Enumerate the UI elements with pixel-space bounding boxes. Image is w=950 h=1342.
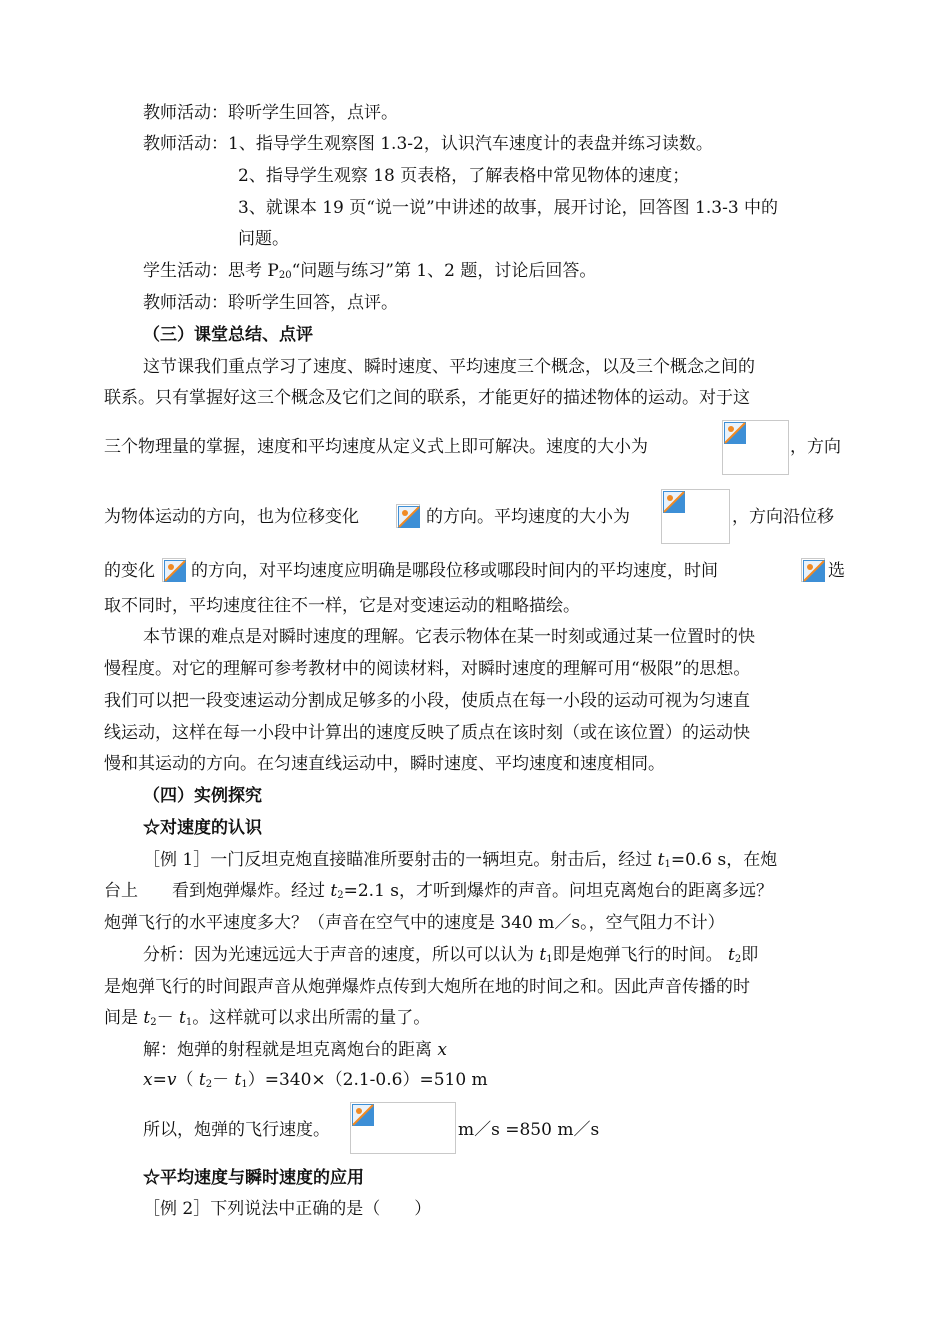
text: ［例 1］一门反坦克炮直接瞄准所要射击的一辆坦克。射击后，经过 <box>143 850 658 870</box>
paragraph-line: 取不同时，平均速度往往不一样，它是对变速运动的粗略描绘。 <box>104 596 580 616</box>
text: =2.1 s，才听到爆炸的声音。问坦克离炮台的距离多远？ <box>343 881 774 901</box>
variable-t: t <box>198 1070 206 1090</box>
subheading-average-instant: ☆平均速度与瞬时速度的应用 <box>143 1168 364 1188</box>
subscript: 2 <box>734 954 742 965</box>
text: = <box>152 1070 167 1090</box>
line-teacher-activity-3: 教师活动：聆听学生回答，点评。 <box>143 293 398 313</box>
paragraph-line: ，方向 <box>790 437 841 457</box>
text: 即 <box>741 945 759 965</box>
text: （ <box>176 1070 199 1090</box>
paragraph-line: 本节课的难点是对瞬时速度的理解。它表示物体在某一时刻或通过某一位置时的快 <box>143 627 755 647</box>
subscript: 1 <box>546 954 553 965</box>
variable-t: t <box>179 1008 186 1028</box>
paragraph-line: 我们可以把一段变速运动分割成足够多的小段，使质点在每一小段的运动可视为匀速直 <box>104 691 750 711</box>
paragraph-line: 这节课我们重点学习了速度、瞬时速度、平均速度三个概念，以及三个概念之间的 <box>143 357 755 377</box>
line-activity-item-3: 3、就课本 19 页“说一说”中讲述的故事，展开讨论，回答图 1.3-3 中的 <box>238 198 779 218</box>
variable-t: t <box>657 850 665 870</box>
paragraph-line: 联系。只有掌握好这三个概念及它们之间的联系，才能更好的描述物体的运动。对于这 <box>104 388 750 408</box>
variable-x: x <box>437 1040 447 1060</box>
analysis-line <box>104 1006 430 1030</box>
paragraph-line: 的方向。平均速度的大小为 <box>426 507 630 527</box>
paragraph-line: 选 <box>828 561 845 581</box>
paragraph-line: 为物体运动的方向，也为位移变化 <box>104 507 359 527</box>
text: 间是 <box>104 1008 144 1028</box>
section-heading-examples: （四）实例探究 <box>143 786 262 806</box>
subscript: 2 <box>150 1017 157 1028</box>
text: =0.6 s，在炮 <box>670 850 778 870</box>
variable-t: t <box>539 945 547 965</box>
paragraph-line: ，方向沿位移 <box>732 507 834 527</box>
analysis-line: 是炮弹飞行的时间跟声音从炮弹爆炸点传到大炮所在地的时间之和。因此声音传播的时 <box>104 977 750 997</box>
solution-line: m／s =850 m／s <box>458 1120 600 1140</box>
text: 。这样就可以求出所需的量了。 <box>192 1008 431 1028</box>
example-2-line: ［例 2］下列说法中正确的是（ ） <box>143 1199 432 1219</box>
variable-t: t <box>728 945 735 965</box>
subheading-speed: ☆对速度的认识 <box>143 818 262 838</box>
text: 学生活动：思考 P <box>143 261 279 281</box>
text: － <box>212 1070 235 1090</box>
broken-image-icon <box>162 558 186 582</box>
broken-image-icon <box>396 504 420 528</box>
paragraph-line: 三个物理量的掌握，速度和平均速度从定义式上即可解决。速度的大小为 <box>104 437 648 457</box>
text: 台上 看到炮弹爆炸。经过 <box>104 881 331 901</box>
line-activity-item-3-cont: 问题。 <box>238 229 289 249</box>
subscript: 2 <box>337 890 344 901</box>
solution-line: 所以，炮弹的飞行速度。 <box>143 1120 330 1140</box>
text: － <box>156 1008 180 1028</box>
subscript: 20 <box>278 270 292 281</box>
solution-equation <box>143 1068 488 1092</box>
paragraph-line: 线运动，这样在每一小段中计算出的速度反映了质点在该时刻（或在该位置）的运动快 <box>104 723 750 743</box>
subscript: 2 <box>205 1079 213 1090</box>
text: ）=340×（2.1-0.6）=510 m <box>247 1070 488 1090</box>
broken-image-icon <box>350 1102 456 1154</box>
variable-x: x <box>143 1070 153 1090</box>
broken-image-icon <box>722 420 789 475</box>
example-1-line: 炮弹飞行的水平速度多大？（声音在空气中的速度是 340 m／s。，空气阻力不计） <box>104 913 725 933</box>
subscript: 1 <box>664 859 671 870</box>
example-1-line <box>143 848 777 872</box>
line-student-activity <box>143 259 596 283</box>
paragraph-line: 慢程度。对它的理解可参考教材中的阅读材料，对瞬时速度的理解可用“极限”的思想。 <box>104 659 751 679</box>
line-activity-item-2: 2、指导学生观察 18 页表格，了解表格中常见物体的速度； <box>238 166 690 186</box>
variable-t: t <box>330 881 338 901</box>
variable-t: t <box>143 1008 151 1028</box>
subscript: 1 <box>185 1017 193 1028</box>
example-1-line <box>104 879 773 903</box>
broken-image-icon <box>661 489 730 544</box>
text: 分析：因为光速远远大于声音的速度，所以可以认为 <box>143 945 540 965</box>
text: 解：炮弹的射程就是坦克离炮台的距离 <box>143 1040 438 1060</box>
paragraph-line: 的方向，对平均速度应明确是哪段位移或哪段时间内的平均速度，时间 <box>191 561 718 581</box>
variable-v: v <box>166 1070 177 1090</box>
section-heading-summary: （三）课堂总结、点评 <box>143 325 313 345</box>
line-teacher-activity-1: 教师活动：聆听学生回答，点评。 <box>143 103 398 123</box>
broken-image-icon <box>801 558 825 582</box>
paragraph-line: 慢和其运动的方向。在匀速直线运动中，瞬时速度、平均速度和速度相同。 <box>104 754 665 774</box>
line-teacher-activity-2: 教师活动：1、指导学生观察图 1.3-2，认识汽车速度计的表盘并练习读数。 <box>143 134 713 154</box>
variable-t: t <box>234 1070 242 1090</box>
text: 即是炮弹飞行的时间。 <box>552 945 723 965</box>
text: “问题与练习”第 1、2 题，讨论后回答。 <box>291 261 597 281</box>
paragraph-line: 的变化 <box>104 561 155 581</box>
solution-line <box>143 1038 447 1062</box>
subscript: 1 <box>241 1079 248 1090</box>
analysis-line <box>143 943 758 967</box>
